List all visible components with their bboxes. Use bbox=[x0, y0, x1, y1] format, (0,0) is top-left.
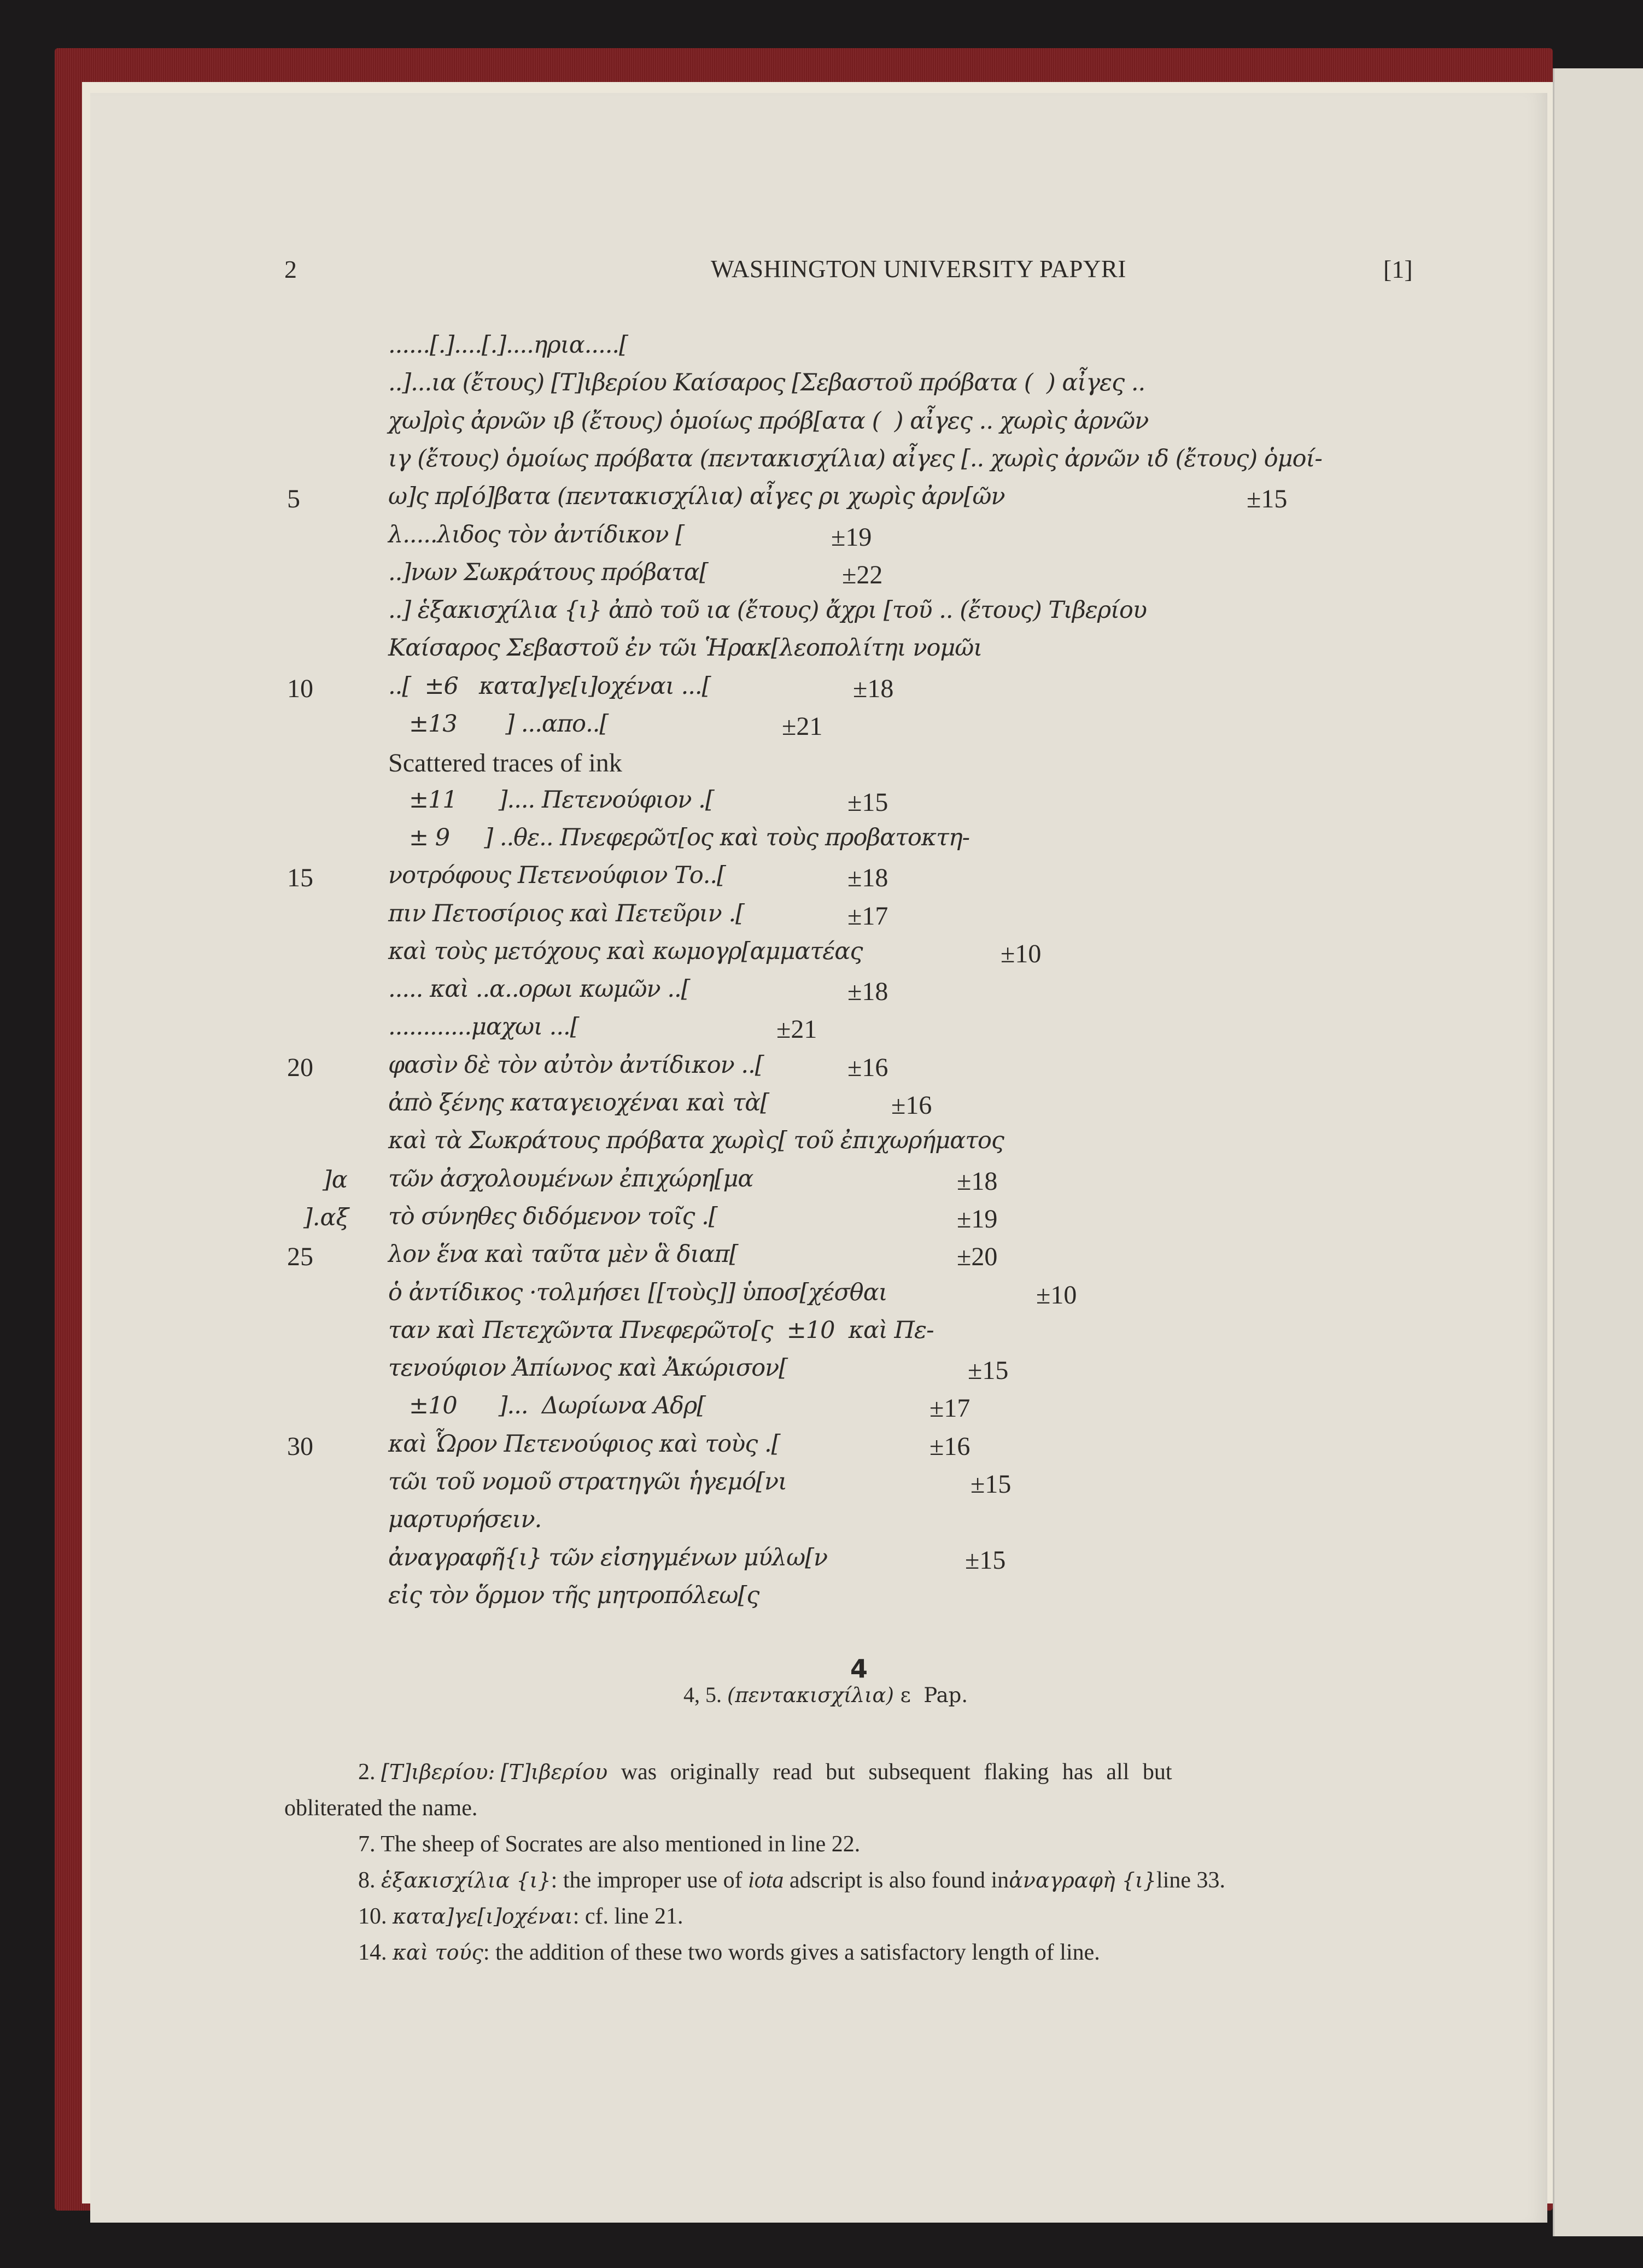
lacuna-estimate: ±18 bbox=[847, 863, 888, 893]
lacuna-estimate: ±10 bbox=[1001, 939, 1042, 968]
greek-text-line: ..]...ια (ἔτους) [Τ]ιβερίου Καίσαρος [Σεβαστοῦ πρόβατα ( ) αἶγες .. bbox=[388, 369, 1145, 397]
greek-text-line: καὶ τοὺς μετόχους καὶ κωμογρ[αμματέας bbox=[388, 937, 863, 965]
greek-text-line: εἰς τὸν ὅρμον τῆς μητροπόλεω[ς bbox=[388, 1581, 759, 1609]
line-number: 10 bbox=[287, 674, 313, 703]
greek-text-line: πιν Πετοσίριος καὶ Πετεῦριν .[ bbox=[388, 899, 744, 927]
note-8-italic: iota bbox=[748, 1868, 784, 1893]
lacuna-estimate: ±21 bbox=[782, 712, 823, 741]
lacuna-estimate: ±15 bbox=[1247, 484, 1288, 514]
greek-text-line: φασὶν δὲ τὸν αὐτὸν ἀντίδικον ..[ bbox=[388, 1051, 764, 1079]
handwritten-mark: 4 bbox=[850, 1654, 868, 1684]
line-number: ].αξ bbox=[303, 1203, 349, 1231]
greek-text-line: ±11 ].... Πετενούφιον .[ bbox=[388, 786, 714, 814]
lacuna-estimate: ±22 bbox=[842, 560, 883, 589]
lacuna-estimate: ±15 bbox=[970, 1470, 1011, 1499]
note-2-lemma: [Τ]ιβερίου: bbox=[381, 1760, 495, 1784]
note-7-number: 7. bbox=[358, 1832, 381, 1857]
lacuna-estimate: ±16 bbox=[891, 1091, 932, 1120]
greek-text-line: ἀναγραφῆ{ι} τῶν εἰσηγμένων μύλω[ν bbox=[388, 1544, 828, 1571]
lacuna-estimate: ±18 bbox=[853, 674, 894, 703]
greek-text-line: ......[.]....[.]....ηρια.....[ bbox=[388, 331, 628, 359]
page-number: 2 bbox=[284, 255, 297, 283]
note-2-space bbox=[495, 1760, 501, 1785]
document-number: [1] bbox=[1383, 255, 1413, 283]
lacuna-estimate: ±18 bbox=[847, 977, 888, 1007]
editorial-note-line: Scattered traces of ink bbox=[388, 749, 622, 778]
note-14-number: 14. bbox=[358, 1940, 393, 1965]
greek-text-line: λ.....λιδος τὸν ἀντίδικον [ bbox=[388, 521, 684, 548]
lacuna-estimate: ±10 bbox=[1036, 1280, 1077, 1310]
lacuna-estimate: ±15 bbox=[847, 787, 888, 817]
line-number: 20 bbox=[287, 1053, 313, 1082]
greek-text-line: καὶ Ὧρον Πετενούφιος καὶ τοὺς .[ bbox=[388, 1430, 780, 1458]
note-8-text2: adscript is also found in bbox=[784, 1868, 1009, 1893]
greek-text-line: τῶν ἀσχολουμένων ἐπιχώρη[μα bbox=[388, 1165, 753, 1193]
note-8-greek: ἀναγραφὴ {ι} bbox=[1009, 1868, 1157, 1892]
note-7 bbox=[358, 1833, 860, 1856]
note-14-text: : the addition of these two words gives a satisfactory length of line. bbox=[483, 1940, 1100, 1965]
greek-text-line: ω]ς πρ[ό]βατα (πεντακισχίλια) αἶγες ρι χωρὶς ἀρν[ῶν bbox=[388, 483, 1005, 511]
lacuna-estimate: ±17 bbox=[847, 901, 888, 931]
note-8 bbox=[358, 1869, 1225, 1892]
adjacent-page bbox=[1553, 68, 1643, 2236]
apparatus-greek: (πεντακισχίλια) bbox=[727, 1684, 894, 1707]
note-2-greek: [Τ]ιβερίου bbox=[500, 1760, 608, 1784]
greek-text-line: ............μαχωι ...[ bbox=[388, 1013, 579, 1041]
line-number: 25 bbox=[287, 1242, 313, 1272]
greek-text-line: ± 9 ] ..θε.. Πνεφερῶτ[ος καὶ τοὺς προβατοκτη- bbox=[388, 823, 970, 851]
lacuna-estimate: ±18 bbox=[957, 1166, 998, 1196]
greek-text-line: χω]ρὶς ἀρνῶν ιβ (ἔτους) ὁμοίως πρόβ[ατα ( ) αἶγες .. χωρὶς ἀρνῶν bbox=[388, 407, 1149, 435]
note-14-lemma: καὶ τούς bbox=[393, 1940, 483, 1965]
running-title: WASHINGTON UNIVERSITY PAPYRI bbox=[711, 255, 1126, 283]
greek-text-line: λον ἕνα καὶ ταῦτα μὲν ἃ διαπ[ bbox=[388, 1241, 738, 1269]
lacuna-estimate: ±17 bbox=[929, 1394, 970, 1423]
note-10-text: : cf. line 21. bbox=[572, 1904, 683, 1929]
apparatus-suffix: ε Pap. bbox=[893, 1684, 968, 1707]
greek-text-line: ..[ ±6 κατα]γε[ι]οχέναι ...[ bbox=[388, 672, 711, 700]
line-number: ]α bbox=[323, 1166, 348, 1194]
greek-text-line: μαρτυρήσειν. bbox=[388, 1506, 542, 1534]
note-14 bbox=[358, 1941, 1100, 1964]
lacuna-estimate: ±16 bbox=[847, 1053, 888, 1082]
greek-text-line: τὸ σύνηθες διδόμενον τοῖς .[ bbox=[388, 1202, 717, 1230]
note-10-lemma: κατα]γε[ι]οχέναι bbox=[393, 1904, 573, 1928]
note-8-number: 8. bbox=[358, 1868, 381, 1893]
note-2-number: 2. bbox=[358, 1760, 381, 1785]
greek-text-line: ..] ἑξακισχίλια {ι} ἀπὸ τοῦ ια (ἔτους) ἄχρι [τοῦ .. (ἔτους) Τιβερίου bbox=[388, 597, 1147, 624]
note-2-continuation: obliterated the name. bbox=[284, 1796, 478, 1821]
note-8-text: : the improper use of bbox=[551, 1868, 749, 1893]
greek-text-line: ἀπὸ ξένης καταγειοχέναι καὶ τὰ[ bbox=[388, 1089, 769, 1117]
note-10 bbox=[358, 1905, 683, 1928]
lacuna-estimate: ±19 bbox=[831, 522, 872, 552]
note-2 bbox=[358, 1761, 1172, 1784]
greek-text-line: ..]νων Σωκράτους πρόβατα[ bbox=[388, 558, 708, 586]
note-7-text: The sheep of Socrates are also mentioned in line 22. bbox=[381, 1832, 861, 1857]
line-number: 30 bbox=[287, 1431, 313, 1461]
note-8-lemma: ἑξακισχίλια {ι} bbox=[381, 1868, 551, 1892]
line-number: 5 bbox=[287, 484, 300, 514]
greek-text-line: ..... καὶ ..α..ορωι κωμῶν ..[ bbox=[388, 975, 690, 1003]
apparatus-prefix: 4, 5. bbox=[683, 1682, 727, 1707]
greek-text-line: ταν καὶ Πετεχῶντα Πνεφερῶτο[ς ±10 καὶ Πε- bbox=[388, 1316, 934, 1344]
note-10-number: 10. bbox=[358, 1904, 393, 1929]
lacuna-estimate: ±15 bbox=[968, 1356, 1009, 1386]
lacuna-estimate: ±21 bbox=[776, 1015, 817, 1044]
line-number: 15 bbox=[287, 863, 313, 893]
apparatus-line bbox=[683, 1684, 968, 1706]
greek-text-line: νοτρόφους Πετενούφιον Το..[ bbox=[388, 862, 726, 890]
lacuna-estimate: ±16 bbox=[929, 1431, 970, 1461]
greek-text-line: ±10 ]... Δωρίωνα Αδρ[ bbox=[388, 1392, 706, 1420]
greek-text-line: ὁ ἀντίδικος ·τολμήσει [[τοὺς]] ὑποσ[χέσθαι bbox=[388, 1278, 887, 1306]
greek-text-line: καὶ τὰ Σωκράτους πρόβατα χωρὶς[ τοῦ ἐπιχωρήματος bbox=[388, 1127, 1004, 1155]
lacuna-estimate: ±20 bbox=[957, 1242, 998, 1272]
lacuna-estimate: ±19 bbox=[957, 1204, 998, 1234]
lacuna-estimate: ±15 bbox=[965, 1545, 1006, 1575]
greek-text-line: Καίσαρος Σεβαστοῦ ἐν τῶι Ἡρακ[λεοπολίτηι νομῶι bbox=[388, 634, 983, 662]
note-8-text3: line 33. bbox=[1156, 1868, 1226, 1893]
greek-text-line: τενούφιον Ἀπίωνος καὶ Ἀκώρισον[ bbox=[388, 1354, 788, 1382]
greek-text-line: τῶι τοῦ νομοῦ στρατηγῶι ἡγεμό[νι bbox=[388, 1468, 787, 1495]
greek-text-line: ιγ (ἔτους) ὁμοίως πρόβατα (πεντακισχίλια) αἶγες [.. χωρὶς ἀρνῶν ιδ (ἔτους) ὁμοί- bbox=[388, 445, 1322, 472]
note-2-text: was originally read but subsequent flaking has all but bbox=[607, 1760, 1172, 1785]
greek-text-line: ±13 ] ...απο..[ bbox=[388, 710, 609, 738]
